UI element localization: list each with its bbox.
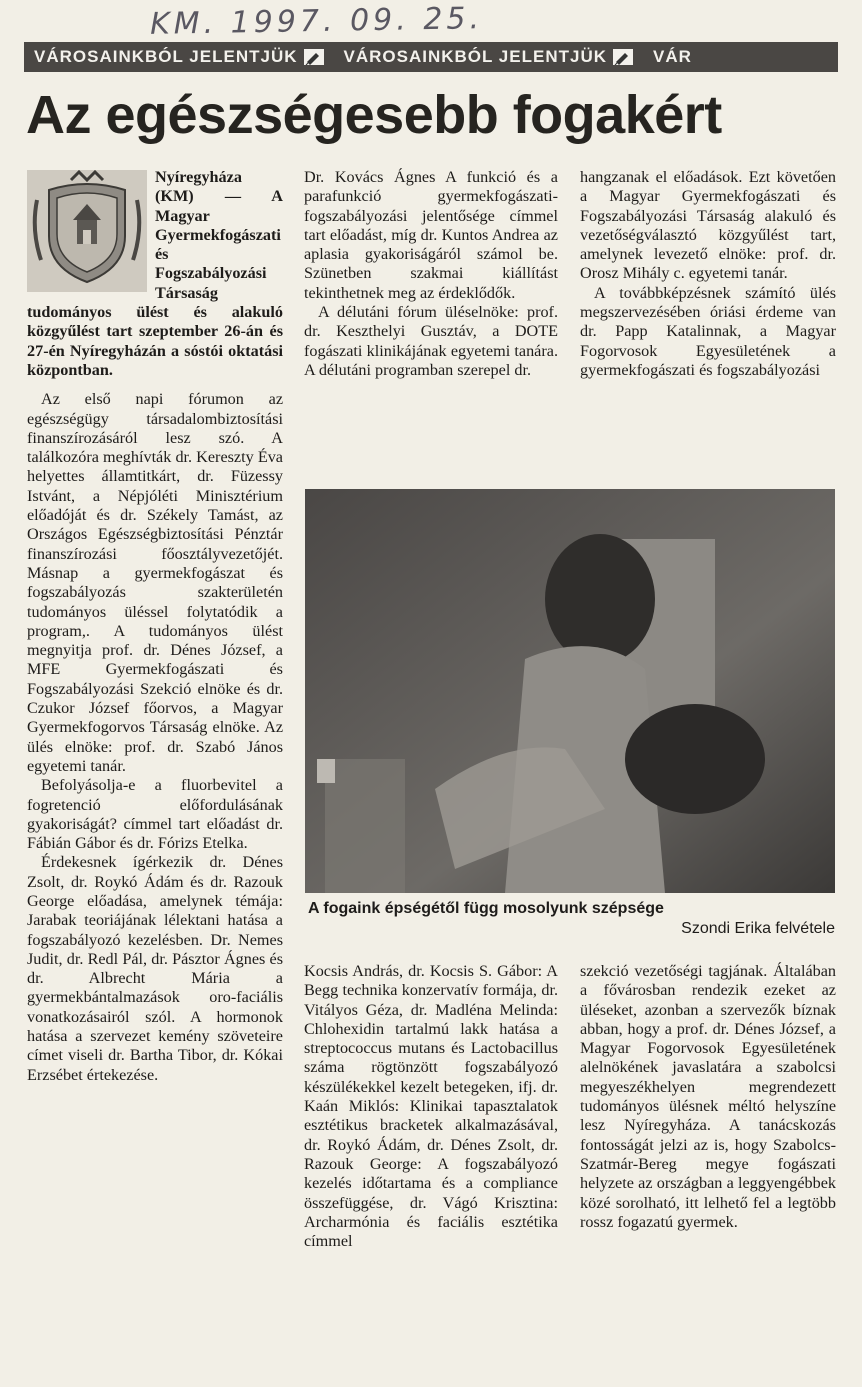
dateline-lead: Nyíregyháza (KM) — A Magyar Gyermekfogászati és Fogszabályozási Társaság tudományos ülést és alakuló közgyűlést tart szeptember 26-án és 27-én Nyíregyházán a sóstói oktatási központban. — [27, 168, 283, 379]
column-3 — [580, 168, 836, 380]
paragraph: Érdekesnek ígérkezik dr. Dénes Zsolt, dr. Roykó Ádám és dr. Razouk George előadása, amelynek témája: Jarabak teoriájának lélektani hatása a fogszabályozó kezelésben. Dr. Nemes Judit, dr. Redl Pál, dr. Pásztor Ágnes és dr. Albrecht Mária a gyermekbántalmazások oro-faciális vonatkozásairól szól. A hormonok hatása a szervezet kemény szöveteire címet viseli dr. Bartha Tibor, dr. Kókai Erzsébet értekezése. — [27, 853, 283, 1084]
paragraph: hangzanak el előadások. Ezt követően a Magyar Gyermekfogászati és Fogszabályozási Társaság alakuló és vezetőségválasztó közgyűlést tart, amelynek levezető elnöke: prof. dr. Orosz Mihály c. egyetemi tanár. — [580, 168, 836, 283]
column-3-lower — [580, 962, 836, 1232]
paragraph: Az első napi fórumon az egészségügy társadalombiztosítási finanszírozásáról lesz szó. A találkozóra meghívták dr. Kereszty Éva helyettes államtitkárt, dr. Füzessy Istvánt, a Népjóléti Minisztérium előadóját és dr. Székely Tamást, az Országos Egészségbiztosítási Pénztár finanszírozási főosztályvezetőjét. Másnap a gyermekfogászat és fogszabályozás szakterületén tudományos üléssel folytatódik a program,. A tudományos ülést megnyitja prof. dr. Dénes József, a MFE Gyermekfogászati és Fogszabályozási Szekció elnöke és dr. Czukor József főorvos, a Magyar Gyermekfogorvos Társaság elnöke. Az ülés elnöke: prof. dr. Szabó János egyetemi tanár. — [27, 390, 283, 775]
banner-label: VÁROSAINKBÓL JELENTJÜK — [34, 47, 298, 66]
paragraph: Befolyásolja-e a fluorbevitel a fogretenció előfordulásának gyakoriságát? címmel tart előadást dr. Fábián Gábor és dr. Fórizs Etelka. — [27, 776, 283, 853]
headline: Az egészségesebb fogakért — [26, 85, 722, 145]
handwritten-date-note: KM. 1997. 09. 25. — [149, 1, 484, 42]
paragraph: A továbbképzésnek számító ülés megszervezésében óriási érdeme van dr. Papp Katalinnak, a Magyar Fogorvosok Egyesületének a gyermekfogászati és fogszabályozási — [580, 283, 836, 379]
column-2 — [304, 168, 558, 380]
article-photo — [305, 489, 835, 893]
paragraph: A délutáni fórum üléselnöke: prof. dr. Keszthelyi Gusztáv, a DOTE fogászati klinikájának egyetemi tanára. A délutáni programban szerepel dr. — [304, 303, 558, 379]
photo-credit: Szondi Erika felvétele — [681, 920, 835, 937]
pen-icon — [613, 49, 633, 65]
column-1 — [27, 168, 283, 1085]
paragraph: Kocsis András, dr. Kocsis S. Gábor: A Begg technika konzervatív formája, dr. Vitályos Géza, dr. Madléna Melinda: Chlohexidin tartalmú lakk hatása a streptococcus mutans és Lactobacillus száma rögtönzött fogszabályozó készülékekkel kezelt betegeken, ifj. dr. Kaán Miklós: Klinikai tapasztalatok esztétikus bracketek alkalmazásával, dr. Roykó Ádám, dr. Dénes Zsolt, dr. Razouk George: A fogszabályozó kezelés időtartama és a compliance összefüggése, dr. Vágó Krisztina: Archarmónia és faciális esztétika címmel — [304, 962, 558, 1251]
banner-label: VÁROSAINKBÓL JELENTJÜK — [343, 47, 607, 66]
paragraph: Dr. Kovács Ágnes A funkció és a parafunkció gyermekfogászati-fogszabályozási jelentősége címmel tart előadást, míg dr. Kuntos Andrea az aplasia gyakoriságáról számol be. Szünetben szakmai kiállítást tekinthetnek meg az érdeklődők. — [304, 168, 558, 302]
pen-icon — [304, 49, 324, 65]
paragraph: szekció vezetőségi tagjának. Általában a fővárosban rendezik ezeket az üléseket, azonban a szervezők bíznak abban, hogy a prof. dr. Dénes József, a Magyar Fogorvosok Egyesületének alelnökének javaslatára a szabolcsi megyeszékhelyen megrendezett tudományos ülésnek méltó helyszíne lesz Nyíregyháza. A tanácskozás fontosságát jelzi az is, hogy Szabolcs-Szatmár-Bereg megye fogászati helyzete az országban a leggyengébbek közé sorolható, itt lelhető fel a legtöbb rossz fogazatú gyermek. — [580, 962, 836, 1231]
section-banner — [24, 42, 838, 72]
column-2-lower — [304, 962, 558, 1251]
city-crest-image — [27, 170, 147, 292]
photo-caption: A fogaink épségétől függ mosolyunk szépsége — [308, 900, 664, 917]
banner-label-tail: VÁR — [653, 47, 692, 66]
